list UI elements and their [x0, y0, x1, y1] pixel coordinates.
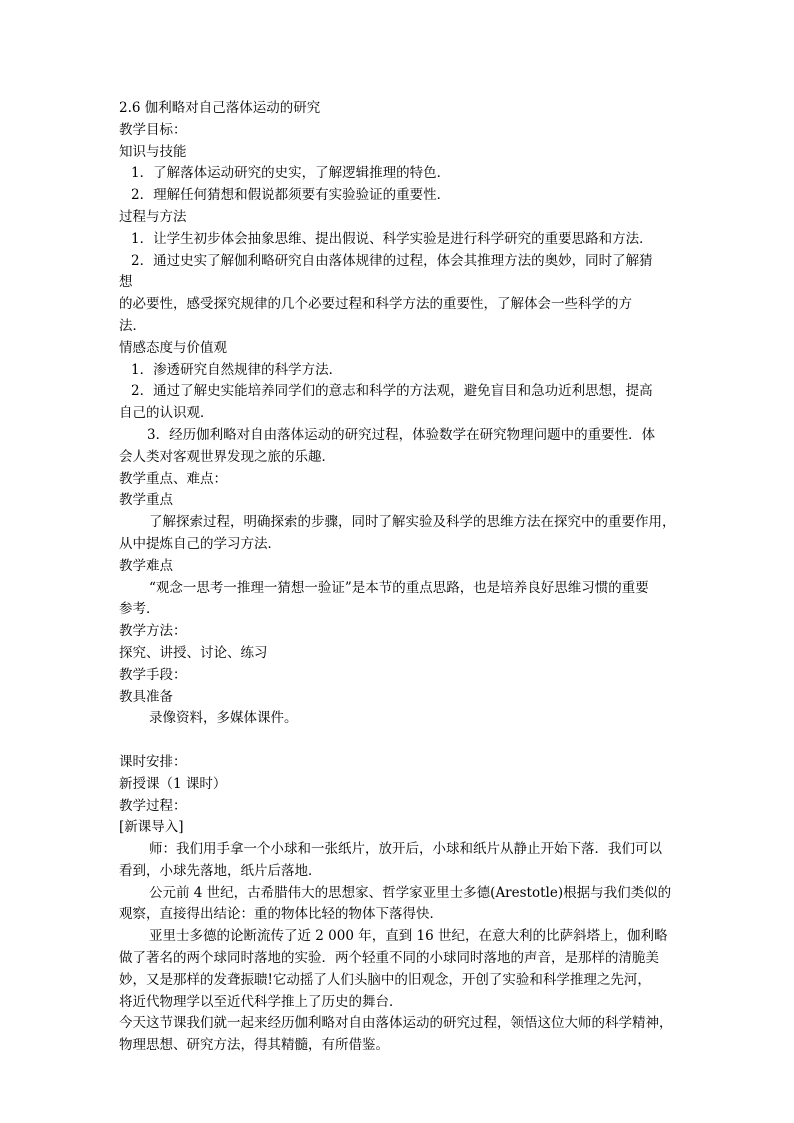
text-line: 物理思想、研究方法，得其精髓，有所借鉴。 [119, 1037, 389, 1054]
text-line: 教具准备 [119, 688, 173, 705]
text-line: 过程与方法 [119, 208, 187, 225]
text-line: 录像资料，多媒体课件。 [149, 710, 298, 727]
text-line: 会人类对客观世界发现之旅的乐趣． [119, 448, 335, 465]
text-line [119, 730, 681, 752]
text-line: 做了著名的两个球同时落地的实验．两个轻重不同的小球同时落地的声音，是那样的清脆美 [119, 950, 659, 967]
text-line: [新课导入] [119, 819, 184, 836]
text-line: 观察，直接得出结论：重的物体比轻的物体下落得快． [119, 906, 443, 923]
text-line: 今天这节课我们就一起来经历伽利略对自由落体运动的研究过程，领悟这位大师的科学精神， [119, 1015, 673, 1032]
text-line: 1．了解落体运动研究的史实，了解逻辑推理的特色． [131, 165, 451, 182]
text-line: “观念一思考一推理一猜想一验证”是本节的重点思路，也是培养良好思维习惯的重要 [149, 579, 649, 596]
text-line: 亚里士多德的论断流传了近 2 000 年，直到 16 世纪，在意大利的比萨斜塔上，伽利略 [149, 928, 668, 945]
text-line: 课时安排： [119, 753, 187, 770]
text-line: 1．让学生初步体会抽象思维、提出假说、科学实验是进行科学研究的重要思路和方法． [131, 230, 653, 247]
text-line: 教学手段： [119, 666, 187, 683]
text-line: 教学目标： [119, 121, 187, 138]
text-line: 的必要性，感受探究规律的几个必要过程和科学方法的重要性，了解体会一些科学的方 [119, 296, 632, 313]
text-line: 情感态度与价值观 [119, 339, 227, 356]
text-line: 参考． [119, 601, 160, 618]
text-line: 2.6 伽利略对自己落体运动的研究 [119, 100, 321, 116]
text-line: 公元前 4 世纪，古希腊伟大的思想家、哲学家亚里士多德(Arestotle)根据与我们类似的 [149, 884, 672, 901]
text-line: 教学难点 [119, 557, 173, 574]
text-line: 师：我们用手拿一个小球和一张纸片，放开后，小球和纸片从静止开始下落．我们可以 [149, 841, 662, 858]
text-line: 从中提炼自己的学习方法． [119, 535, 281, 552]
text-line: 2．理解任何猜想和假说都须要有实验验证的重要性． [131, 187, 451, 204]
text-line: 新授课（1 课时） [119, 775, 227, 792]
text-line: 2．通过史实了解伽利略研究自由落体规律的过程，体会其推理方法的奥妙，同时了解猜 [131, 252, 653, 269]
text-line: 教学过程： [119, 797, 187, 814]
text-line: 想 [119, 274, 133, 291]
text-line: 教学重点、难点： [119, 470, 227, 487]
text-line: 将近代物理学以至近代科学推上了历史的舞台． [119, 993, 403, 1010]
text-line: 探究、讲授、讨论、练习 [119, 644, 268, 661]
text-line: 2．通过了解史实能培养同学们的意志和科学的方法观，避免盲目和急功近利思想，提高 [131, 383, 653, 400]
text-line: 知识与技能 [119, 143, 187, 160]
text-line: 法． [119, 317, 146, 334]
document-body [119, 98, 681, 1057]
text-line: 教学方法： [119, 623, 187, 640]
text-line: 妙，又是那样的发聋振聩!它动摇了人们头脑中的旧观念，开创了实验和科学推理之先河， [119, 971, 651, 988]
text-line: 3．经历伽利略对自由落体运动的研究过程，体验数学在研究物理问题中的重要性．体 [147, 426, 656, 443]
text-line: 1．渗透研究自然规律的科学方法． [131, 361, 343, 378]
text-line: 教学重点 [119, 492, 173, 509]
text-line: 看到，小球先落地，纸片后落地． [119, 862, 322, 879]
text-line: 了解探索过程，明确探索的步骤，同时了解实验及科学的思维方法在探究中的重要作用， [149, 514, 676, 531]
text-line: 自己的认识观． [119, 405, 214, 422]
